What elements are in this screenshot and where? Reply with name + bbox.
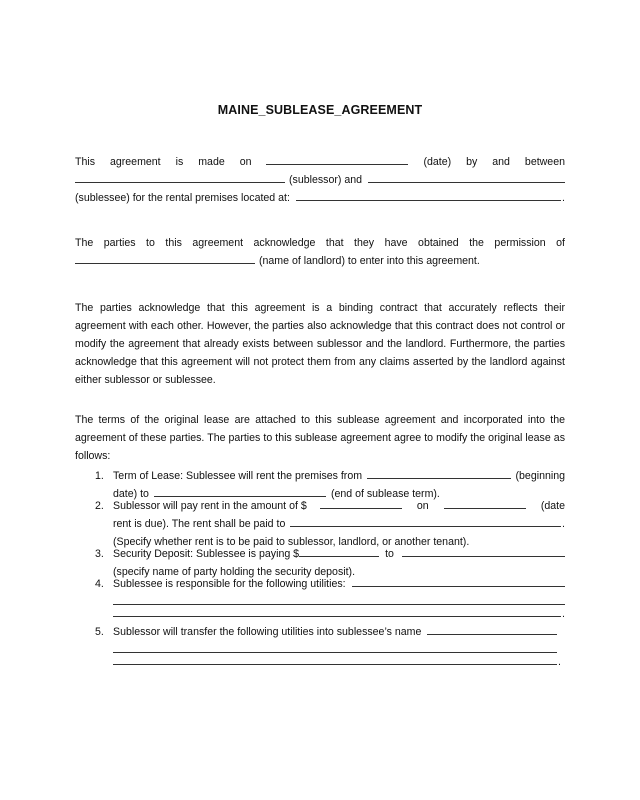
intro-word: made: [198, 156, 225, 168]
intro-line-1: [75, 153, 565, 171]
period: .: [562, 192, 565, 204]
intro-word: agreement: [109, 156, 161, 168]
item-text: Security Deposit: Sublessee is paying $: [113, 548, 300, 560]
intro-paragraph: [75, 153, 565, 207]
item-text: Term of Lease: Sublessee will rent the premises from: [113, 470, 363, 482]
acknowledgement-paragraph: The parties acknowledge that this agreement is a binding contract that accurately reflects their agreement with each other. However, the parties also acknowledge that this contract does not control or modify the agreement that already exists between sublessor and the landlord. Furthermore, the parties acknowledge that this agreement will not protect them from any claims asserted by the landlord against either sublessor or sublessee.: [75, 302, 565, 386]
permission-paragraph: [75, 234, 565, 270]
sublessee-utilities-blank-2[interactable]: [113, 593, 565, 605]
date-label: (date): [423, 156, 452, 168]
date-blank[interactable]: [266, 153, 408, 165]
intro-word: This: [75, 156, 96, 168]
beginning-date-blank[interactable]: [367, 467, 510, 479]
deposit-amount-blank[interactable]: [299, 545, 379, 557]
end-date-blank[interactable]: [154, 485, 326, 497]
terms-intro-paragraph: The terms of the original lease are attached to this sublease agreement and incorporated into the agreement of these parties. The parties to this sublease agreement agree to modify the original lease as follows:: [75, 414, 565, 462]
intro-word: on: [239, 156, 252, 168]
item-text: on: [416, 500, 429, 512]
item-number: 3.: [95, 548, 104, 560]
item-text: to: [385, 548, 394, 560]
transfer-utilities-blank-1[interactable]: [427, 623, 557, 635]
item-text: Sublessee is responsible for the following utilities:: [113, 578, 346, 590]
intro-word: is: [175, 156, 184, 168]
item-text: (date: [540, 500, 565, 512]
rent-due-date-blank[interactable]: [444, 497, 526, 509]
sublessee-utilities-blank-3[interactable]: [113, 605, 561, 617]
item-number: 1.: [95, 470, 104, 482]
document-title: MAINE_SUBLEASE_AGREEMENT: [217, 103, 423, 117]
period: .: [558, 656, 561, 668]
period: .: [562, 608, 565, 620]
sublessor-blank[interactable]: [75, 171, 285, 183]
intro-line-3: [75, 189, 565, 207]
item-text: (beginning: [515, 470, 565, 482]
item-text: Sublessor will pay rent in the amount of $: [113, 500, 307, 512]
intro-word: between: [524, 156, 565, 168]
period: .: [562, 518, 565, 530]
rent-amount-blank[interactable]: [320, 497, 402, 509]
intro-word: by: [466, 156, 478, 168]
landlord-name-blank[interactable]: [75, 252, 255, 264]
sublessor-label: (sublessor) and: [289, 174, 363, 186]
item-text: (end of sublease term).: [330, 488, 440, 500]
permission-line-1: The parties to this agreement acknowledge that they have obtained the permission of: [75, 237, 565, 249]
item-number: 2.: [95, 500, 104, 512]
item-text: rent is due). The rent shall be paid to: [113, 518, 286, 530]
item-number: 5.: [95, 626, 104, 638]
rent-payee-blank[interactable]: [290, 515, 561, 527]
intro-line-2: [75, 171, 565, 189]
premises-address-blank[interactable]: [296, 189, 561, 201]
item-number: 4.: [95, 578, 104, 590]
sublessee-utilities-blank-1[interactable]: [352, 575, 565, 587]
permission-line-2: [75, 252, 565, 270]
deposit-holder-blank[interactable]: [402, 545, 565, 557]
item-text: date) to: [113, 488, 149, 500]
sublessee-label: (sublessee) for the rental premises located at:: [75, 192, 290, 204]
item-note: (specify name of party holding the security deposit).: [113, 566, 356, 578]
transfer-utilities-blank-3[interactable]: [113, 653, 557, 665]
transfer-utilities-blank-2[interactable]: [113, 641, 557, 653]
item-text: Sublessor will transfer the following utilities into sublessee’s name: [113, 626, 422, 638]
sublessee-blank[interactable]: [368, 171, 565, 183]
landlord-label: (name of landlord) to enter into this agreement.: [259, 255, 480, 267]
intro-word: and: [492, 156, 510, 168]
item-note: (Specify whether rent is to be paid to sublessor, landlord, or another tenant).: [113, 536, 470, 548]
